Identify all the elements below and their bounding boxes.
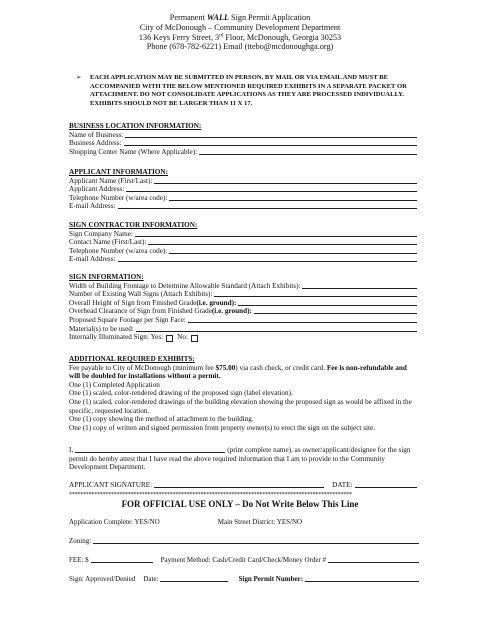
attestation-text: I, (print complete name), as owner/applicant/designee for the sign permit do hereby attest that I have read the above required information that I am to provide to the Community Development Department. (69, 446, 411, 472)
exhibits-section (69, 355, 417, 432)
attestation-section (69, 446, 417, 472)
signature-date-field[interactable] (355, 487, 417, 488)
contractor-section (69, 221, 417, 264)
print-name-field[interactable] (75, 452, 225, 453)
official-status-row (69, 518, 419, 527)
money-order-field[interactable] (328, 562, 419, 563)
department-contact: Phone (678-782-6221) Email (ttebo@mcdonoughga.org) (146, 42, 334, 52)
submission-notice: ➢ EACH APPLICATION MAY BE SUBMITTED IN PERSON, BY MAIL OR VIA EMAIL AND MUST BE ACCOMPANIED WITH THE BELOW MENTIONED REQUIRED EXHIBITS IN A SEPARATE PACKET OR ATTACHMENT. DO NOT CONSOLIDATE APPLICATIONS AS THEY ARE PROCESSED INDIVIDUALLY. EXHIBITS SHOULD NOT BE LARGER THAN 11 X 17. (76, 74, 407, 107)
exhibit-item: One (1) copy of written and signed permission from property owner(s) to erect the sign on the subject site. (69, 423, 375, 432)
exhibit-item: One (1) scaled, color-rendered drawings of the building elevation showing the proposed sign as would be affixed in the specific, requested location. (69, 397, 412, 415)
sign-company-field[interactable]: Sign Company Name: (69, 230, 417, 239)
sign-height-field[interactable]: Overall Height of Sign from Finished Grade (i.e. ground): (69, 299, 417, 308)
materials-field[interactable]: Material(s) to be used: (69, 325, 417, 334)
illuminated-no-checkbox[interactable] (191, 335, 198, 342)
main-street-district-label: Main Street District: YES/NO (217, 518, 303, 526)
fee-row: FEE: $ Payment Method: Cash/Credit Card/Check/Money Order # (69, 556, 419, 565)
sign-info-section (69, 273, 417, 342)
contractor-section-title: SIGN CONTRACTOR INFORMATION: (69, 221, 198, 229)
exhibit-item: One (1) scaled, color-rendered drawing of the proposed sign (label elevation). (69, 389, 293, 398)
exhibits-section-title: ADDITIONAL REQUIRED EXHIBITS: (69, 355, 195, 363)
business-address-field[interactable]: Business Address: (69, 139, 417, 148)
business-section (69, 122, 417, 156)
applicant-email-field[interactable]: E-mail Address: (69, 202, 417, 211)
zoning-field[interactable] (93, 543, 419, 544)
approval-date-field[interactable] (160, 581, 228, 582)
illuminated-sign-row: Internally Illuminated Sign: Yes: No: (69, 333, 417, 342)
building-frontage-field[interactable]: Width of Building Frontage to Determine Allowable Standard (Attach Exhibits): (69, 282, 417, 291)
applicant-signature-field[interactable] (154, 487, 324, 488)
business-name-field[interactable]: Name of Business: (69, 131, 417, 140)
department-name: City of McDonough – Community Development Department (139, 22, 341, 32)
star-divider: ***************************************************************************************************** (69, 492, 352, 498)
square-footage-field[interactable]: Proposed Square Footage per Sign Face: (69, 316, 417, 325)
sign-info-section-title: SIGN INFORMATION: (69, 273, 144, 281)
zoning-row: Zoning: (69, 537, 419, 546)
overhead-clearance-field[interactable]: Overhead Clearance of Sign from Finished Grade (i.e. ground): (69, 307, 417, 316)
exhibit-item: One (1) Completed Application (69, 380, 160, 389)
applicant-phone-field[interactable]: Telephone Number (w/area code): (69, 194, 417, 203)
application-complete-label: Application Complete: YES/NO (69, 518, 160, 526)
applicant-section-title: APPLICANT INFORMATION: (69, 168, 168, 176)
applicant-section (69, 168, 417, 211)
exhibit-item: One (1) copy showing the method of attachment to the building. (69, 415, 254, 424)
contact-name-field[interactable]: Contact Name (First/Last): (69, 238, 417, 247)
applicant-name-field[interactable]: Applicant Name (First/Last): (69, 177, 417, 186)
shopping-center-field[interactable]: Shopping Center Name (Where Applicable): (69, 148, 417, 157)
existing-signs-field[interactable]: Number of Existing Wall Signs (Attach Exhibits): (69, 290, 417, 299)
applicant-address-field[interactable]: Applicant Address: (69, 185, 417, 194)
approval-row: Sign: Approved/Denied Date: Sign Permit Number: (69, 575, 419, 584)
fee-amount-field[interactable] (91, 562, 153, 563)
fee-statement: Fee payable to City of McDonough (minimum fee $75.00) via cash check, or credit card. Fee is non-refundable and will be doubled for installations without a permit. (69, 363, 407, 381)
official-use-title: FOR OFFICIAL USE ONLY – Do Not Write Below This Line (121, 499, 359, 509)
signature-row: APPLICANT SIGNATURE: DATE: (69, 481, 417, 490)
arrow-bullet-icon: ➢ (76, 74, 82, 81)
illuminated-yes-checkbox[interactable] (166, 335, 173, 342)
sign-permit-number-field[interactable] (305, 581, 419, 582)
contractor-email-field[interactable]: E-mail Address: (69, 255, 417, 264)
contractor-phone-field[interactable]: Telephone Number (w/area code): (69, 247, 417, 256)
business-section-title: BUSINESS LOCATION INFORMATION: (69, 122, 202, 130)
document-header (0, 13, 480, 52)
form-title: Permanent WALL Sign Permit Application (169, 13, 311, 22)
department-address: 136 Keys Ferry Street, 3rd Floor, McDonough, Georgia 30253 (138, 32, 342, 42)
wall-emphasis: WALL (206, 13, 229, 22)
